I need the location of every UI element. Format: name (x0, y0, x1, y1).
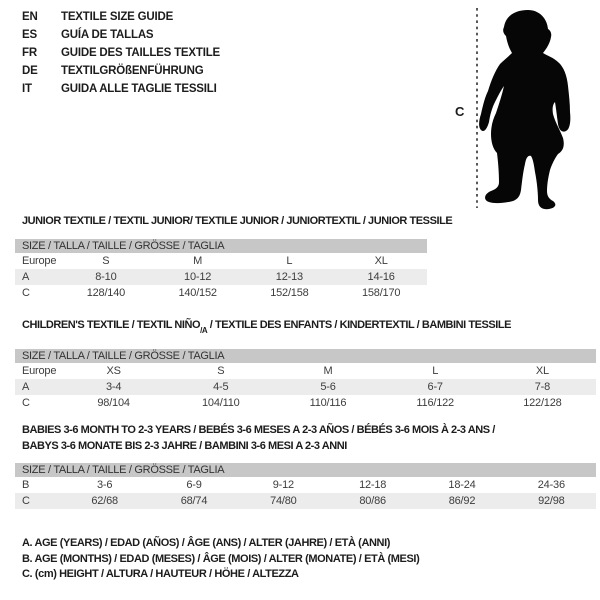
height-marker-label: C (455, 104, 465, 119)
table-cell: 68/74 (180, 495, 208, 507)
baby-figure (450, 0, 600, 215)
table-row-europe (15, 253, 427, 269)
table-cell: L (432, 365, 439, 377)
row-label: Europe (22, 255, 57, 267)
table-cell: 92/98 (538, 495, 565, 507)
table-cell: 24-36 (537, 479, 565, 491)
row-label: B (22, 479, 30, 491)
language-item-it (22, 80, 220, 98)
language-label: GUÍA DE TALLAS (61, 29, 154, 41)
section-heading-children (22, 319, 512, 336)
language-code: FR (22, 47, 37, 59)
table-cell: 158/170 (361, 287, 401, 299)
row-label: Europe (22, 365, 57, 377)
size-bar: SIZE / TALLA / TAILLE / GRÖSSE / TAGLIA (15, 239, 427, 253)
heading-subscript: /A (200, 326, 208, 336)
table-cell: 12-13 (275, 271, 303, 283)
table-cell: 98/104 (97, 397, 130, 409)
table-cell: 74/80 (270, 495, 297, 507)
table-cell: M (193, 255, 203, 267)
note-c: C. (cm) HEIGHT / ALTURA / HAUTEUR / HÖHE / ALTEZZA (22, 568, 299, 580)
language-item-fr (22, 44, 220, 62)
language-code: ES (22, 29, 37, 41)
table-cell: XS (106, 365, 121, 377)
row-label: A (22, 381, 30, 393)
table-row-a (15, 269, 427, 285)
table-cell: 86/92 (448, 495, 476, 507)
table-cell: 18-24 (448, 479, 476, 491)
table-cell: 116/122 (416, 397, 454, 409)
table-cell: XL (535, 365, 549, 377)
language-code: EN (22, 11, 38, 23)
section-heading-babies (22, 423, 522, 454)
table-cell: 6-9 (186, 479, 202, 491)
table-cell: 80/86 (359, 495, 386, 507)
table-row-b (15, 477, 596, 493)
table-cell: 140/152 (178, 287, 217, 299)
table-cell: 8-10 (95, 271, 117, 283)
size-bar: SIZE / TALLA / TAILLE / GRÖSSE / TAGLIA (15, 463, 596, 477)
row-label: C (22, 287, 30, 299)
junior-size-table (15, 239, 427, 301)
table-cell: 10-12 (184, 271, 212, 283)
language-item-en (22, 8, 220, 26)
table-cell: 62/68 (91, 495, 118, 507)
table-cell: 5-6 (320, 381, 336, 393)
babies-size-table (15, 463, 596, 509)
language-item-es (22, 26, 220, 44)
table-cell: XL (374, 255, 388, 267)
table-cell: 128/140 (86, 287, 126, 299)
language-label: TEXTILGRÖßENFÜHRUNG (61, 65, 204, 77)
language-item-de (22, 62, 220, 80)
table-cell: 14-16 (367, 271, 395, 283)
size-bar: SIZE / TALLA / TAILLE / GRÖSSE / TAGLIA (15, 349, 596, 363)
table-row-c (15, 285, 427, 301)
table-row-a (15, 379, 596, 395)
heading-text: CHILDREN'S TEXTILE / TEXTIL NIÑO (22, 319, 201, 331)
language-label: GUIDE DES TAILLES TEXTILE (61, 47, 220, 59)
heading-line-1: BABIES 3-6 MONTH TO 2-3 YEARS / BEBÉS 3-6 MESES A 2-3 AÑOS / BÉBÉS 3-6 MOIS À 2-3 ANS / (22, 424, 495, 436)
heading-text: / TEXTILE DES ENFANTS / KINDERTEXTIL / BAMBINI TESSILE (207, 319, 512, 331)
table-cell: 104/110 (202, 397, 240, 409)
table-cell: 7-8 (534, 381, 551, 393)
table-cell: 110/116 (309, 397, 347, 409)
row-label: A (22, 271, 30, 283)
language-label: GUIDA ALLE TAGLIE TESSILI (61, 83, 217, 95)
table-cell: 3-4 (105, 381, 122, 393)
table-cell: 4-5 (213, 381, 229, 393)
table-row-europe (15, 363, 596, 379)
table-row-c (15, 395, 596, 411)
section-heading-junior: JUNIOR TEXTILE / TEXTIL JUNIOR/ TEXTILE JUNIOR / JUNIORTEXTIL / JUNIOR TESSILE (22, 215, 453, 227)
language-code: DE (22, 65, 38, 77)
baby-figure-svg (450, 0, 600, 215)
language-list (22, 8, 220, 98)
table-cell: S (102, 255, 110, 267)
table-cell: L (286, 255, 293, 267)
heading-line-2: BABYS 3-6 MONATE BIS 2-3 JAHRE / BAMBINI 3-6 MESI A 2-3 ANNI (22, 439, 347, 452)
note-a: A. AGE (YEARS) / EDAD (AÑOS) / ÂGE (ANS) / ALTER (JAHRE) / ETÀ (ANNI) (22, 537, 390, 549)
baby-silhouette (479, 10, 570, 209)
table-cell: 6-7 (427, 381, 443, 393)
language-code: IT (22, 83, 32, 95)
language-label: TEXTILE SIZE GUIDE (61, 11, 174, 23)
table-row-c (15, 493, 596, 509)
table-cell: 9-12 (272, 479, 294, 491)
row-label: C (22, 397, 30, 409)
table-cell: M (323, 365, 333, 377)
children-size-table (15, 349, 596, 411)
row-label: C (22, 495, 30, 507)
table-cell: 152/158 (270, 287, 309, 299)
legend-notes (22, 536, 419, 583)
table-cell: 3-6 (97, 479, 113, 491)
note-b: B. AGE (MONTHS) / EDAD (MESES) / ÂGE (MOIS) / ALTER (MONATE) / ETÀ (MESI) (22, 552, 420, 565)
table-cell: S (217, 365, 225, 377)
table-cell: 12-18 (359, 479, 387, 491)
table-cell: 122/128 (523, 397, 562, 409)
